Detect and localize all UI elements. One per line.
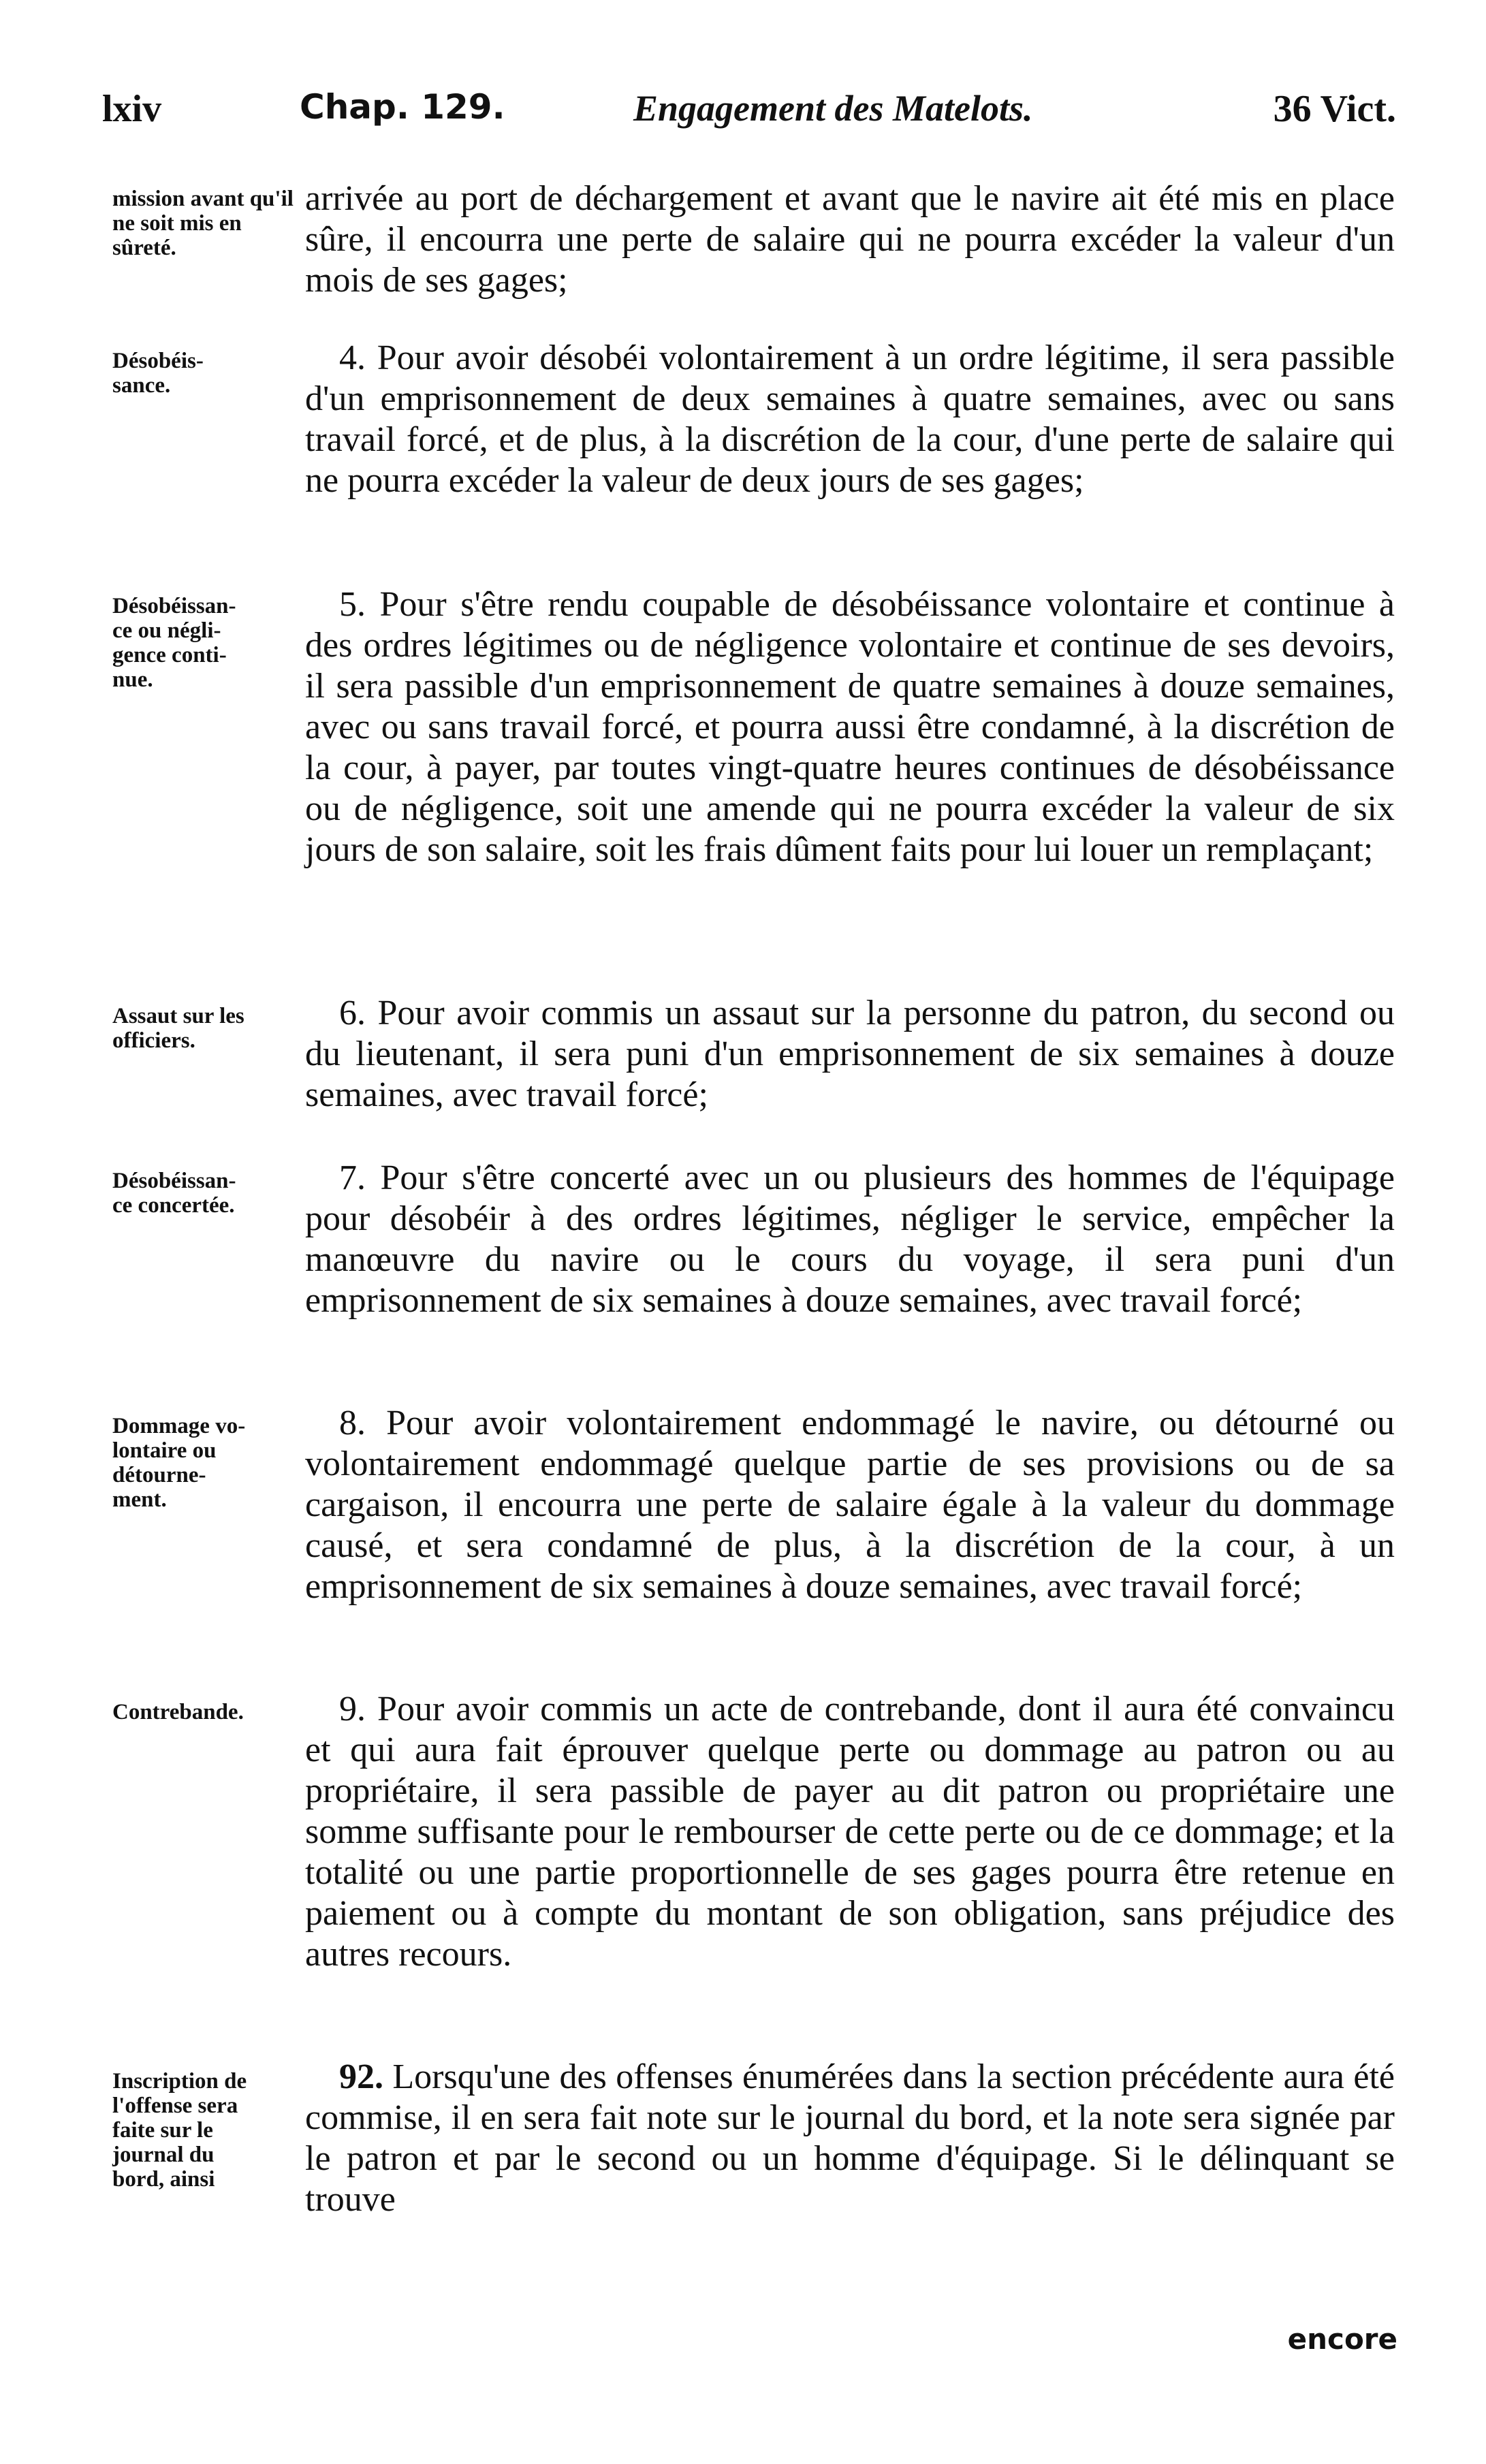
section-number: 4. — [339, 338, 366, 377]
section-body: arrivée au port de déchargement et avant que le navire ait été mis en place sûre, il encourra une perte de salaire qui ne pourra excéder la valeur d'un mois de ses gages; — [305, 179, 1395, 300]
margin-note: Dommage vo- lontaire ou détourne- ment. — [112, 1414, 246, 1512]
section-text — [305, 993, 1395, 1116]
running-header — [102, 87, 1396, 142]
section-body: Pour avoir commis un assaut sur la personne du patron, du second ou du lieutenant, il sera puni d'un emprisonnement de six semaines à douze semaines, avec travail forcé; — [305, 994, 1395, 1114]
margin-note: Désobéis- sance. — [112, 349, 204, 398]
regnal-year: 36 Vict. — [1273, 88, 1396, 130]
section-number: 7. — [339, 1158, 366, 1197]
margin-note: Assaut sur les officiers. — [112, 1004, 244, 1053]
section-text — [305, 1403, 1395, 1607]
section-text — [305, 338, 1395, 501]
margin-note: Inscription de l'offense sera faite sur le journal du bord, ainsi — [112, 2069, 247, 2192]
section-body: Pour avoir volontairement endommagé le navire, ou détourné ou volontairement endommagé quelque partie de ses provisions ou de sa cargaison, il encourra une perte de salaire égale à la valeur du dommage causé, et sera condamné de plus, à la discrétion de la cour, à un emprisonnement de six semaines à douze semaines, avec travail forcé; — [305, 1404, 1395, 1606]
section-number: 92. — [339, 2057, 383, 2096]
section-body: Pour avoir commis un acte de contrebande, dont il aura été convaincu et qui aura fait éprouver quelque perte ou dommage au patron ou au propriétaire, il sera passible de payer au dit patron ou propriétaire une somme suffisante pour le rembourser de cette perte ou de ce dommage; et la totalité ou une partie proportionnelle de ses gages pourra être retenue en paiement ou à compte du montant de son obligation, sans préjudice des autres recours. — [305, 1690, 1395, 1974]
section-number: 6. — [339, 994, 366, 1032]
margin-note: mission avant qu'il ne soit mis en sûreté. — [112, 187, 294, 260]
section-text — [305, 1158, 1395, 1321]
margin-note: Désobéissan- ce ou négli- gence conti- nue. — [112, 594, 236, 692]
section-body: Pour s'être rendu coupable de désobéissance volontaire et continue à des ordres légitimes ou de négligence volontaire et continue de ses devoirs, il sera passible d'un emprisonnement de quatre semaines à douze semaines, avec ou sans travail forcé, et pourra aussi être condamné, à la discrétion de la cour, à payer, par toutes vingt-quatre heures continues de désobéissance ou de négligence, soit une amende qui ne pourra excéder la valeur de six jours de son salaire, soit les frais dûment faits pour lui louer un remplaçant; — [305, 585, 1395, 869]
margin-note: Contrebande. — [112, 1700, 244, 1724]
section-text — [305, 2057, 1395, 2220]
section-text — [305, 584, 1395, 870]
section-number: 9. — [339, 1690, 366, 1728]
section-body: Pour s'être concerté avec un ou plusieurs des hommes de l'équipage pour désobéir à des ordres légitimes, négliger le service, empêcher la manœuvre du navire ou le cours du voyage, il sera puni d'un emprisonnement de six semaines à douze semaines, avec travail forcé; — [305, 1158, 1395, 1320]
section-number: 8. — [339, 1404, 366, 1442]
section-number: 5. — [339, 585, 366, 624]
section-text — [305, 178, 1395, 301]
section-body: Pour avoir désobéi volontairement à un ordre légitime, il sera passible d'un emprisonnement de deux semaines à quatre semaines, avec ou sans travail forcé, et de plus, à la discrétion de la cour, d'une perte de salaire qui ne pourra excéder la valeur de deux jours de ses gages; — [305, 338, 1395, 500]
section-body: Lorsqu'une des offenses énumérées dans la section précédente aura été commise, il en sera fait note sur le journal du bord, et la note sera signée par le patron et par le second ou un homme d'équipage. Si le délinquant se trouve — [305, 2057, 1395, 2219]
running-title: Engagement des Matelots. — [633, 88, 1033, 129]
page-number: lxiv — [102, 88, 162, 130]
chapter-label: Chap. 129. — [300, 87, 505, 127]
catchword: encore — [1287, 2322, 1397, 2356]
margin-note: Désobéissan- ce concertée. — [112, 1169, 236, 1218]
section-text — [305, 1689, 1395, 1975]
